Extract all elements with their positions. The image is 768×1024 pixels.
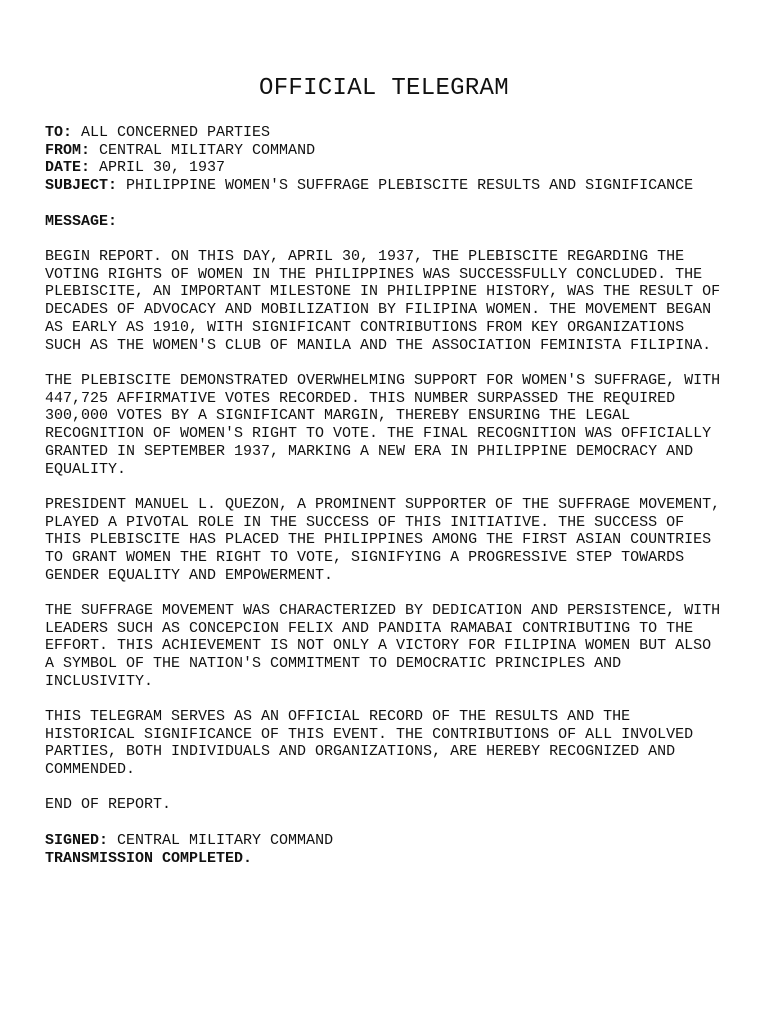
from-line — [45, 142, 745, 160]
paragraph-line: DECADES OF ADVOCACY AND MOBILIZATION BY FILIPINA WOMEN. THE MOVEMENT BEGAN — [45, 301, 712, 319]
paragraph-line: VOTING RIGHTS OF WOMEN IN THE PHILIPPINES WAS SUCCESSFULLY CONCLUDED. THE — [45, 265, 703, 283]
subject-label: SUBJECT: — [45, 177, 118, 195]
paragraph-line: PLAYED A PIVOTAL ROLE IN THE SUCCESS OF THIS INITIATIVE. THE SUCCESS OF — [45, 513, 685, 531]
telegram-header — [45, 124, 745, 195]
paragraph-3 — [45, 496, 745, 585]
document-title: OFFICIAL TELEGRAM — [259, 75, 509, 102]
paragraph-line: INCLUSIVITY. — [45, 672, 154, 690]
paragraph-1 — [45, 248, 745, 354]
end-of-report — [45, 796, 745, 814]
paragraph-line: 447,725 AFFIRMATIVE VOTES RECORDED. THIS NUMBER SURPASSED THE REQUIRED — [45, 389, 676, 407]
message-label: MESSAGE: — [45, 213, 118, 230]
paragraph-line: RECOGNITION OF WOMEN'S RIGHT TO VOTE. THE FINAL RECOGNITION WAS OFFICIALLY — [45, 425, 712, 443]
paragraph-line: EFFORT. THIS ACHIEVEMENT IS NOT ONLY A VICTORY FOR FILIPINA WOMEN BUT ALSO — [45, 637, 712, 655]
paragraph-line: HISTORICAL SIGNIFICANCE OF THIS EVENT. THE CONTRIBUTIONS OF ALL INVOLVED — [45, 725, 694, 743]
paragraph-line: THIS TELEGRAM SERVES AS AN OFFICIAL RECORD OF THE RESULTS AND THE — [45, 708, 631, 725]
paragraph-line: END OF REPORT. — [45, 796, 172, 813]
to-label: TO: — [45, 124, 73, 141]
subject-line — [45, 177, 745, 195]
to-value: ALL CONCERNED PARTIES — [81, 124, 271, 141]
paragraph-line: GENDER EQUALITY AND EMPOWERMENT. — [45, 566, 334, 584]
date-label: DATE: — [45, 159, 91, 177]
paragraph-line: BEGIN REPORT. ON THIS DAY, APRIL 30, 1937, THE PLEBISCITE REGARDING THE — [45, 248, 685, 265]
paragraph-line: THE PLEBISCITE DEMONSTRATED OVERWHELMING SUPPORT FOR WOMEN'S SUFFRAGE, WITH — [45, 372, 721, 389]
paragraph-line: TO GRANT WOMEN THE RIGHT TO VOTE, SIGNIFYING A PROGRESSIVE STEP TOWARDS — [45, 549, 685, 567]
signed-value: CENTRAL MILITARY COMMAND — [117, 832, 334, 849]
from-label: FROM: — [45, 141, 91, 159]
paragraph-line: AS EARLY AS 1910, WITH SIGNIFICANT CONTRIBUTIONS FROM KEY ORGANIZATIONS — [45, 318, 685, 336]
paragraph-line: THE SUFFRAGE MOVEMENT WAS CHARACTERIZED BY DEDICATION AND PERSISTENCE, WITH — [45, 602, 721, 619]
paragraph-line: PARTIES, BOTH INDIVIDUALS AND ORGANIZATIONS, ARE HEREBY RECOGNIZED AND — [45, 743, 676, 761]
paragraph-line: 300,000 VOTES BY A SIGNIFICANT MARGIN, THEREBY ENSURING THE LEGAL — [45, 407, 631, 425]
paragraph-line: PRESIDENT MANUEL L. QUEZON, A PROMINENT SUPPORTER OF THE SUFFRAGE MOVEMENT, — [45, 496, 721, 513]
date-value: APRIL 30, 1937 — [99, 159, 226, 177]
date-line — [45, 159, 745, 177]
signed-label: SIGNED: — [45, 832, 109, 849]
paragraph-5 — [45, 708, 745, 779]
from-value: CENTRAL MILITARY COMMAND — [99, 141, 316, 159]
paragraph-2 — [45, 372, 745, 478]
signature-block — [45, 832, 333, 867]
paragraph-line: A SYMBOL OF THE NATION'S COMMITMENT TO DEMOCRATIC PRINCIPLES AND — [45, 655, 622, 673]
transmission-status: TRANSMISSION COMPLETED. — [45, 849, 253, 867]
paragraph-line: PLEBISCITE, AN IMPORTANT MILESTONE IN PHILIPPINE HISTORY, WAS THE RESULT OF — [45, 283, 721, 301]
paragraph-4 — [45, 602, 745, 691]
signed-line — [45, 832, 333, 850]
paragraph-line: THIS PLEBISCITE HAS PLACED THE PHILIPPINES AMONG THE FIRST ASIAN COUNTRIES — [45, 531, 712, 549]
to-line — [45, 124, 745, 142]
paragraph-line: COMMENDED. — [45, 761, 136, 779]
paragraph-line: SUCH AS THE WOMEN'S CLUB OF MANILA AND THE ASSOCIATION FEMINISTA FILIPINA. — [45, 336, 712, 354]
subject-value: PHILIPPINE WOMEN'S SUFFRAGE PLEBISCITE RESULTS AND SIGNIFICANCE — [126, 177, 694, 195]
paragraph-line: EQUALITY. — [45, 460, 127, 478]
paragraph-line: GRANTED IN SEPTEMBER 1937, MARKING A NEW ERA IN PHILIPPINE DEMOCRACY AND — [45, 442, 694, 460]
paragraph-line: LEADERS SUCH AS CONCEPCION FELIX AND PANDITA RAMABAI CONTRIBUTING TO THE — [45, 619, 694, 637]
